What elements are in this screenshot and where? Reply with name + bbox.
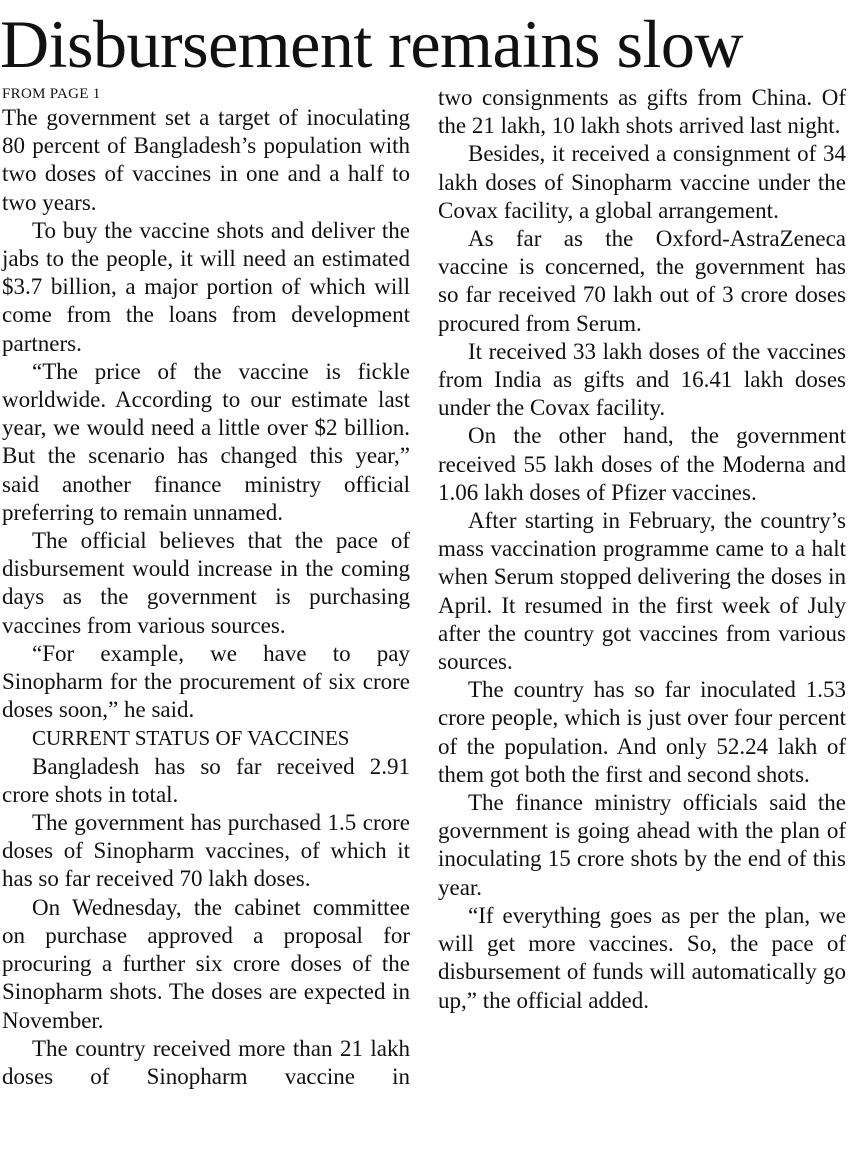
- paragraph: After starting in February, the country’s mass vaccination programme came to a halt when Serum stopped delivering the doses in April. It resumed in the first week of July after the country got vaccines from various sources.: [438, 508, 846, 675]
- paragraph: Bangladesh has so far received 2.91 crore shots in total.: [2, 753, 410, 807]
- paragraph: To buy the vaccine shots and deliver the jabs to the people, it will need an estimated $3.7 billion, a major portion of which will come from the loans from development partners.: [2, 217, 410, 356]
- paragraph: Besides, it received a consignment of 34 lakh doses of Sinopharm vaccine under the Covax facility, a global arrangement.: [438, 141, 846, 223]
- paragraph: “For example, we have to pay Sinopharm for the procurement of six crore doses soon,” he said.: [2, 640, 410, 723]
- paragraph: “If everything goes as per the plan, we will get more vaccines. So, the pace of disbursement of funds will automatically go up,” the official added.: [438, 902, 846, 1013]
- paragraph: The country has so far inoculated 1.53 crore people, which is just over four percent of the population. And only 52.24 lakh of them got both the first and second shots.: [438, 677, 846, 787]
- headline: Disbursement remains slow: [0, 6, 743, 82]
- paragraph: The official believes that the pace of disbursement would increase in the coming days as the government is purchasing vaccines from various sources.: [2, 528, 410, 638]
- paragraph: The government set a target of inoculating 80 percent of Bangladesh’s population with two doses of vaccines in one and a half to two years.: [2, 105, 410, 215]
- paragraph: It received 33 lakh doses of the vaccines from India as gifts and 16.41 lakh doses under the Covax facility.: [438, 338, 846, 421]
- left-column: [2, 84, 410, 1091]
- paragraph: On Wednesday, the cabinet committee on purchase approved a proposal for procuring a further six crore doses of the Sinopharm shots. The doses are expected in November.: [2, 894, 410, 1033]
- page-reference: FROM PAGE 1: [2, 86, 101, 102]
- paragraph: As far as the Oxford-AstraZeneca vaccine is concerned, the government has so far received 70 lakh out of 3 crore doses procured from Serum.: [438, 226, 846, 336]
- subhead: CURRENT STATUS OF VACCINES: [32, 726, 350, 751]
- paragraph: “The price of the vaccine is fickle worldwide. According to our estimate last year, we would need a little over $2 billion. But the scenario has changed this year,” said another finance ministry official preferring to remain unnamed.: [2, 358, 410, 525]
- right-column: [438, 84, 846, 1015]
- paragraph: The country received more than 21 lakh doses of Sinopharm vaccine in: [2, 1035, 410, 1089]
- paragraph: The finance ministry officials said the government is going ahead with the plan of inoculating 15 crore shots by the end of this year.: [438, 790, 846, 900]
- paragraph: On the other hand, the government received 55 lakh doses of the Moderna and 1.06 lakh doses of Pfizer vaccines.: [438, 423, 846, 505]
- paragraph: The government has purchased 1.5 crore doses of Sinopharm vaccines, of which it has so far received 70 lakh doses.: [2, 810, 410, 892]
- paragraph-continued: two consignments as gifts from China. Of the 21 lakh, 10 lakh shots arrived last night.: [438, 85, 846, 139]
